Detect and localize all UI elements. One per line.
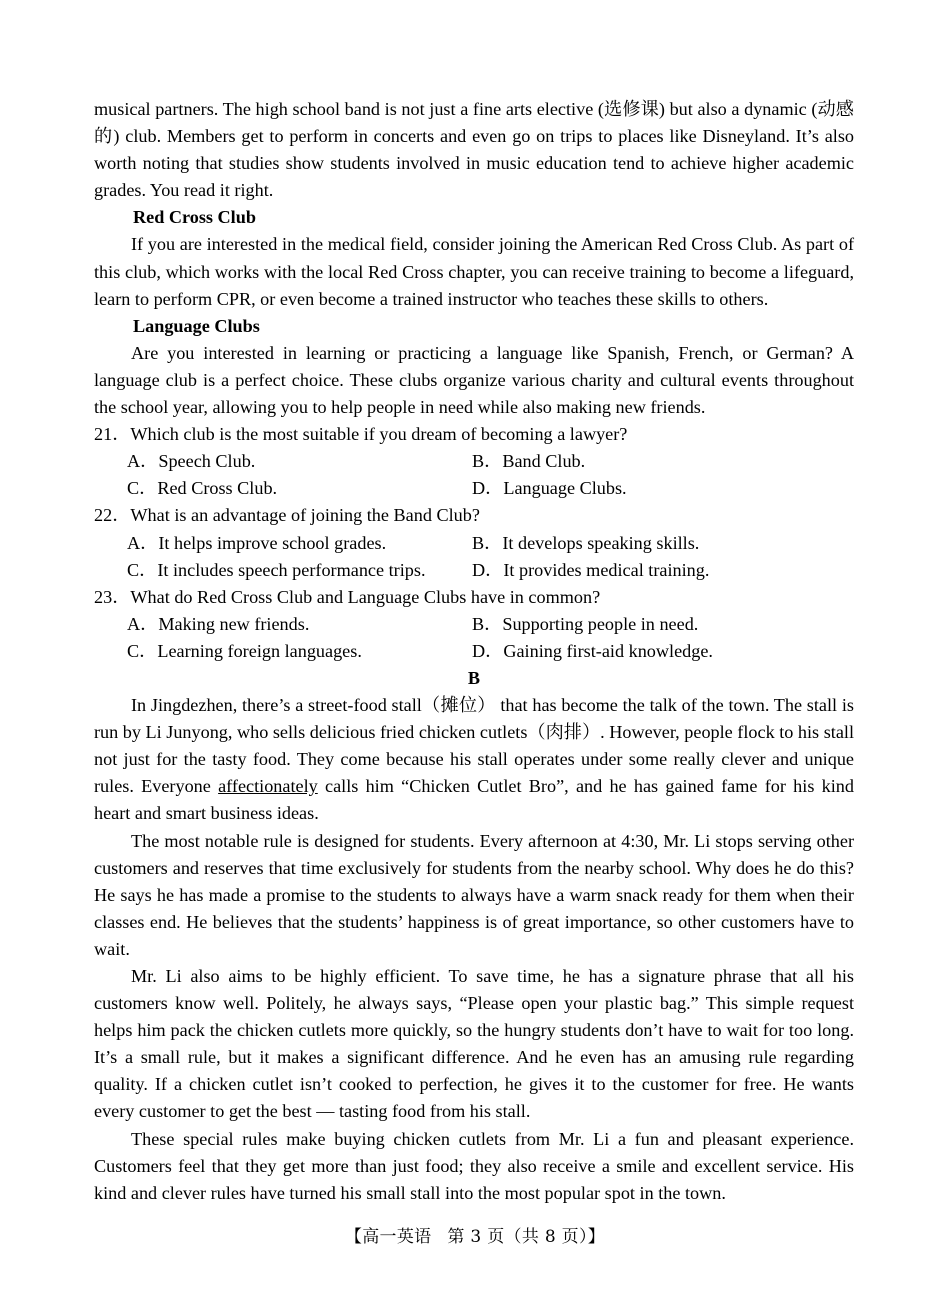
question-23-text: What do Red Cross Club and Language Clubs have in common? (130, 586, 601, 607)
heading-red-cross-club: Red Cross Club (133, 207, 256, 228)
footer-page-label: 第 3 页（共 8 页）】 (447, 1227, 606, 1247)
heading-language-clubs: Language Clubs (133, 315, 260, 336)
question-22-option-d[interactable]: D．It provides medical training. (472, 559, 710, 580)
paragraph-language-clubs: Are you interested in learning or practicing a language like Spanish, French, or German? A language club is a perfect choice. These clubs organize various charity and cultural events throughout the school year, allowing you to help people in need while also making new friends. (94, 342, 854, 418)
question-21-option-c[interactable]: C．Red Cross Club. (127, 478, 278, 499)
question-23-options-row-2 (94, 638, 854, 665)
question-21 (94, 421, 854, 502)
passage-a-continued-paragraph: musical partners. The high school band is not just a fine arts elective (选修课) but also a dynamic (动感的) club. Members get to perform in concerts and even go on trips to places like Disneyland. It’s also worth noting that studies show students involved in music education tend to achieve higher academic grades. You read it right. (94, 99, 854, 201)
question-23-option-d[interactable]: D．Gaining first-aid knowledge. (472, 640, 713, 661)
question-21-number: 21． (94, 424, 131, 445)
passage-b-paragraph-1-post: calls him “Chicken Cutlet Bro”, and he has gained fame for his kind heart and smart business ideas. (94, 776, 854, 824)
question-23-number: 23． (94, 586, 131, 607)
question-21-stem (94, 421, 854, 448)
passage-b-paragraph-2: The most notable rule is designed for students. Every afternoon at 4:30, Mr. Li stops serving other customers and reserves that time exclusively for students from the nearby school. Why does he do this? He says he has made a promise to the students to always have a warm snack ready for them when their classes end. He believes that the students’ happiness is of great importance, so other customers have to wait. (94, 830, 854, 959)
question-23-options-row-1 (94, 611, 854, 638)
question-21-options-row-2 (94, 475, 854, 502)
question-22-text: What is an advantage of joining the Band Club? (130, 505, 480, 526)
question-22-number: 22． (94, 505, 131, 526)
passage-b-paragraph-4: These special rules make buying chicken cutlets from Mr. Li a fun and pleasant experience. Customers feel that they get more than just food; they also receive a smile and excellent service. His kind and clever rules have turned his small stall into the most popular spot in the town. (94, 1128, 854, 1203)
question-21-text: Which club is the most suitable if you dream of becoming a lawyer? (130, 424, 628, 445)
question-23-stem (94, 584, 854, 611)
question-22-option-a[interactable]: A．It helps improve school grades. (127, 532, 387, 553)
question-23 (94, 584, 854, 665)
passage-b-paragraph-3: Mr. Li also aims to be highly efficient. To save time, he has a signature phrase that all his customers know well. Politely, he always says, “Please open your plastic bag.” This simple request helps him pack the chicken cutlets more quickly, so the hungry students don’t have to wait for too long. It’s a small rule, but it makes a significant difference. And he even has an amusing rule regarding quality. If a chicken cutlet isn’t cooked to perfection, he gives it to the customer for free. He wants every customer to get the best — tasting food from his stall. (94, 966, 854, 1122)
question-22-stem (94, 502, 854, 529)
question-21-options-row-1 (94, 448, 854, 475)
footer-subject: 【高一英语 (344, 1227, 432, 1247)
question-22-option-b[interactable]: B．It develops speaking skills. (472, 532, 700, 553)
question-23-option-a[interactable]: A．Making new friends. (127, 613, 310, 634)
question-22-option-c[interactable]: C．It includes speech performance trips. (127, 559, 426, 580)
question-23-option-c[interactable]: C．Learning foreign languages. (127, 640, 362, 661)
passage-b-section-letter: B (467, 667, 481, 688)
question-21-option-b[interactable]: B．Band Club. (472, 451, 586, 472)
question-23-option-b[interactable]: B．Supporting people in need. (472, 613, 699, 634)
question-21-option-a[interactable]: A．Speech Club. (127, 451, 256, 472)
page-content (94, 96, 854, 1207)
passage-b-paragraph-1-pre: In Jingdezhen, there’s a street-food stall（摊位） that has become the talk of the town. The stall is run by Li Junyong, who sells delicious fried chicken cutlets（肉排）. However, people flock to his stall not just for the tasty food. They come because his stall operates under some really clever and unique rules. Everyone (94, 695, 854, 797)
question-22-options-row-2 (94, 557, 854, 584)
question-21-option-d[interactable]: D．Language Clubs. (472, 478, 627, 499)
question-22-options-row-1 (94, 530, 854, 557)
passage-b-paragraph-1 (94, 692, 854, 827)
paragraph-red-cross-club: If you are interested in the medical field, consider joining the American Red Cross Club. As part of this club, which works with the local Red Cross chapter, you can receive training to become a lifeguard, learn to perform CPR, or even become a trained instructor who teaches these skills to others. (94, 234, 854, 309)
question-22 (94, 502, 854, 583)
page-footer (0, 1222, 950, 1247)
vocabulary-underlined-word: affectionately (218, 776, 318, 797)
